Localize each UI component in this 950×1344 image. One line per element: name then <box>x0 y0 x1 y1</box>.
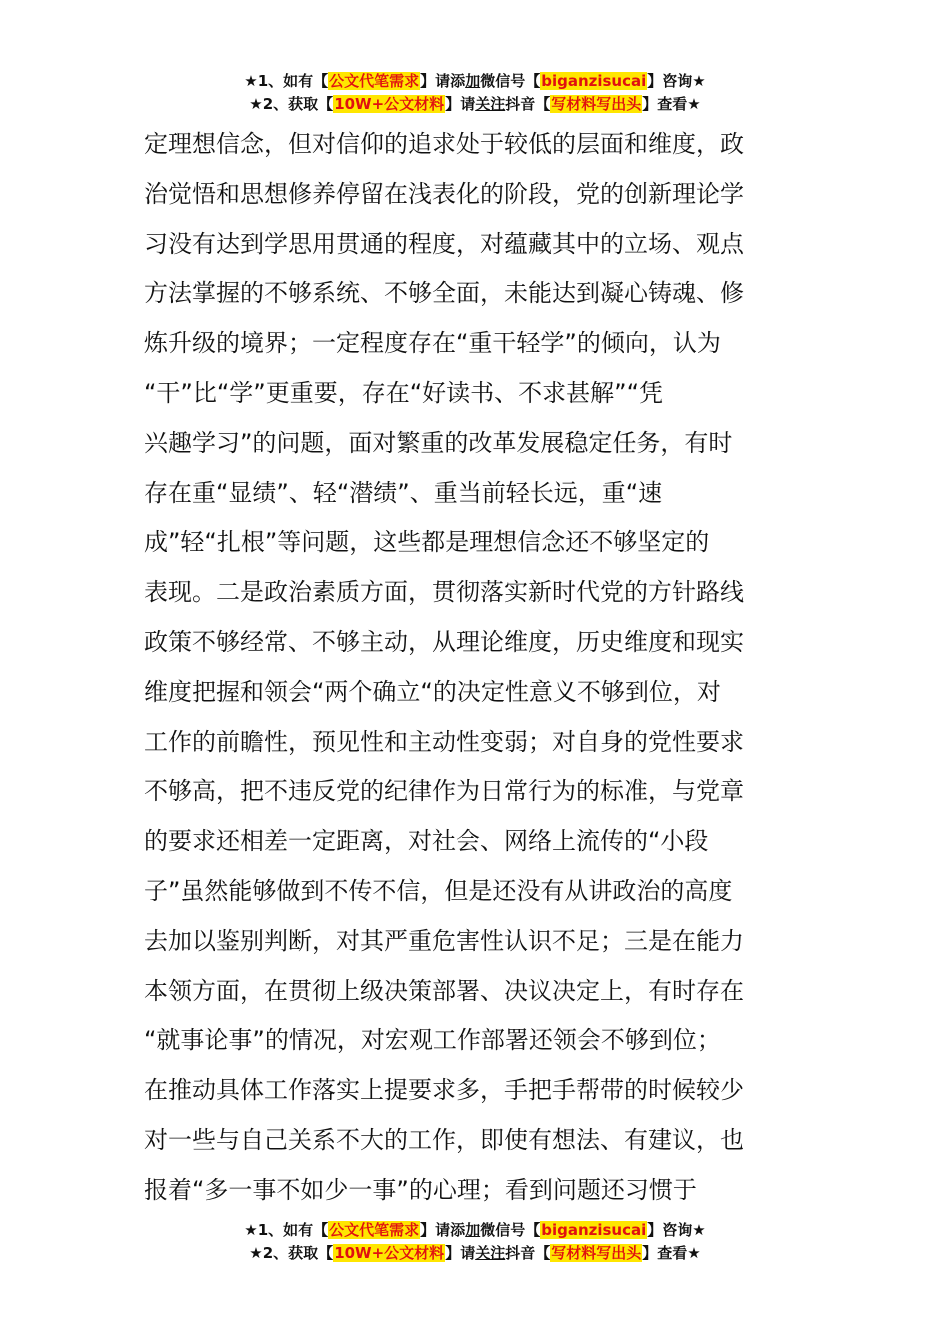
body-line: 治觉悟和思想修养停留在浅表化的阶段，党的创新理论学 <box>144 179 744 208</box>
body-line: 去加以鉴别判断，对其严重危害性认识不足；三是在能力 <box>144 926 744 955</box>
body-line: 成”轻“扎根”等问题，这些都是理想信念还不够坚定的 <box>144 528 710 557</box>
body-line: 本领方面，在贯彻上级决策部署、决议决定上，有时存在 <box>144 976 744 1005</box>
promo-text: 微信号【 <box>480 72 541 90</box>
promo-highlight-douyin-name: 写材料写出头 <box>551 95 642 113</box>
promo-text: ★1、如有【 <box>244 72 329 90</box>
promo-text: 】咨询★ <box>647 1221 706 1239</box>
footer-promo-banner <box>0 1219 950 1265</box>
body-line: 维度把握和领会“两个确立“的决定性意义不够到位，对 <box>144 677 721 706</box>
promo-text: 】请添 <box>420 1221 466 1239</box>
promo-text: ★1、如有【 <box>244 1221 329 1239</box>
promo-underlined-text: 加 <box>465 72 481 90</box>
promo-highlight-wechat-id: biganzisucai <box>541 1221 647 1239</box>
promo-highlight: 公文代笔需求 <box>329 72 420 90</box>
promo-text: 】查看★ <box>642 1244 701 1262</box>
promo-highlight-wechat-id: biganzisucai <box>541 72 647 90</box>
promo-line-1 <box>0 1219 950 1242</box>
body-line: 的要求还相差一定距离，对社会、网络上流传的“小段 <box>144 827 709 856</box>
body-line: 子”虽然能够做到不传不信，但是还没有从讲政治的高度 <box>144 876 733 905</box>
body-line: 存在重“显绩”、轻“潜绩”、重当前轻长远，重“速 <box>144 478 663 507</box>
promo-text: 】请添 <box>420 72 466 90</box>
body-line: 报着“多一事不如少一事”的心理；看到问题还习惯于 <box>144 1175 697 1204</box>
promo-line-2 <box>0 1242 950 1265</box>
body-line: 表现。二是政治素质方面，贯彻落实新时代党的方针路线 <box>144 578 744 607</box>
promo-text: 】咨询★ <box>647 72 706 90</box>
promo-line-2 <box>0 93 950 116</box>
promo-text: 】查看★ <box>642 95 701 113</box>
promo-underlined-text: 关注 <box>475 1244 506 1262</box>
body-line: 定理想信念，但对信仰的追求处于较低的层面和维度，政 <box>144 130 744 158</box>
promo-underlined-text: 加 <box>465 1221 481 1239</box>
header-promo-banner <box>0 70 950 116</box>
promo-text: 抖音【 <box>505 1244 551 1262</box>
promo-highlight-douyin-name: 写材料写出头 <box>551 1244 642 1262</box>
promo-highlight: 公文代笔需求 <box>329 1221 420 1239</box>
body-line: 在推动具体工作落实上提要求多，手把手帮带的时候较少 <box>144 1076 744 1105</box>
promo-text: 抖音【 <box>505 95 551 113</box>
body-line: 政策不够经常、不够主动，从理论维度，历史维度和现实 <box>144 627 744 656</box>
promo-highlight: 10W+公文材料 <box>334 95 445 113</box>
promo-underlined-text: 关注 <box>475 95 506 113</box>
promo-highlight: 10W+公文材料 <box>334 1244 445 1262</box>
promo-text: 微信号【 <box>480 1221 541 1239</box>
promo-text: 】请 <box>445 1244 476 1262</box>
body-line: 不够高，把不违反党的纪律作为日常行为的标准，与党章 <box>144 777 744 806</box>
promo-text: ★2、获取【 <box>249 95 334 113</box>
promo-text: 】请 <box>445 95 476 113</box>
body-line: 方法掌握的不够系统、不够全面，未能达到凝心铸魂、修 <box>144 279 744 308</box>
body-line: 对一些与自己关系不大的工作，即使有想法、有建议，也 <box>144 1125 744 1154</box>
body-line: 习没有达到学思用贯通的程度，对蕴藏其中的立场、观点 <box>144 229 744 258</box>
document-body <box>144 120 814 1216</box>
promo-line-1 <box>0 70 950 93</box>
body-line: “干”比“学”更重要，存在“好读书、不求甚解”“凭 <box>144 378 664 407</box>
body-line: 兴趣学习”的问题，面对繁重的改革发展稳定任务，有时 <box>144 428 733 457</box>
body-line: 工作的前瞻性，预见性和主动性变弱；对自身的党性要求 <box>144 727 744 756</box>
promo-text: ★2、获取【 <box>249 1244 334 1262</box>
body-line: “就事论事”的情况，对宏观工作部署还领会不够到位； <box>144 1026 721 1055</box>
body-line: 炼升级的境界；一定程度存在“重干轻学”的倾向，认为 <box>144 329 721 358</box>
